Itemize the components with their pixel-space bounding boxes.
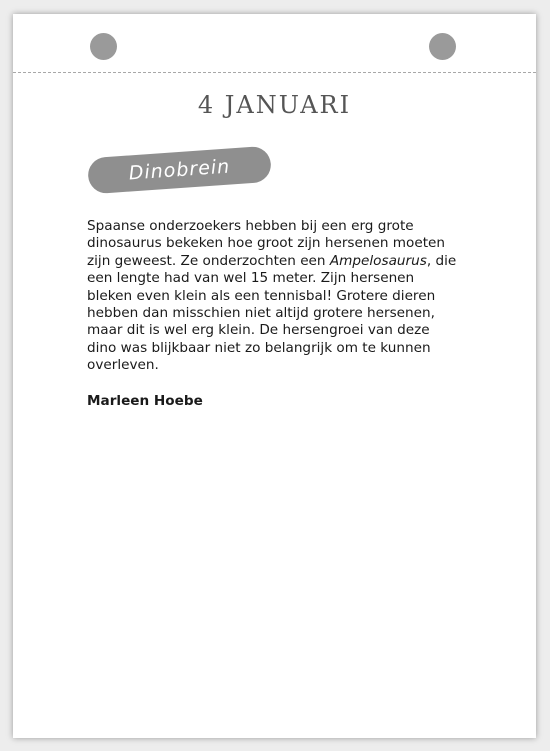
article-body (87, 218, 457, 375)
article-text-part2: , die een lengte had van wel 15 meter. Zijn hersenen bleken even klein als een tennisbal! Grotere dieren hebben dan misschien niet altijd grotere hersenen, maar dit is wel erg klein. De hersengroei van deze dino was blijkbaar niet zo belangrijk om te kunnen overleven. (87, 252, 457, 374)
article-text-part1: Spaanse onderzoekers hebben bij een erg grote dinosaurus bekeken hoe groot zijn hersenen moeten zijn geweest. Ze onderzochten een (87, 218, 446, 269)
page-date: 4 JANUARI (197, 91, 352, 119)
topic-tag (87, 146, 272, 195)
binding-hole-right (429, 33, 456, 60)
article-author: Marleen Hoebe (87, 393, 203, 409)
article-species-name: Ampelosaurus (329, 252, 427, 269)
topic-tag-label: Dinobrein (128, 155, 231, 185)
binding-hole-left (90, 33, 117, 60)
calendar-page (13, 14, 536, 738)
perforation-line (13, 72, 536, 73)
